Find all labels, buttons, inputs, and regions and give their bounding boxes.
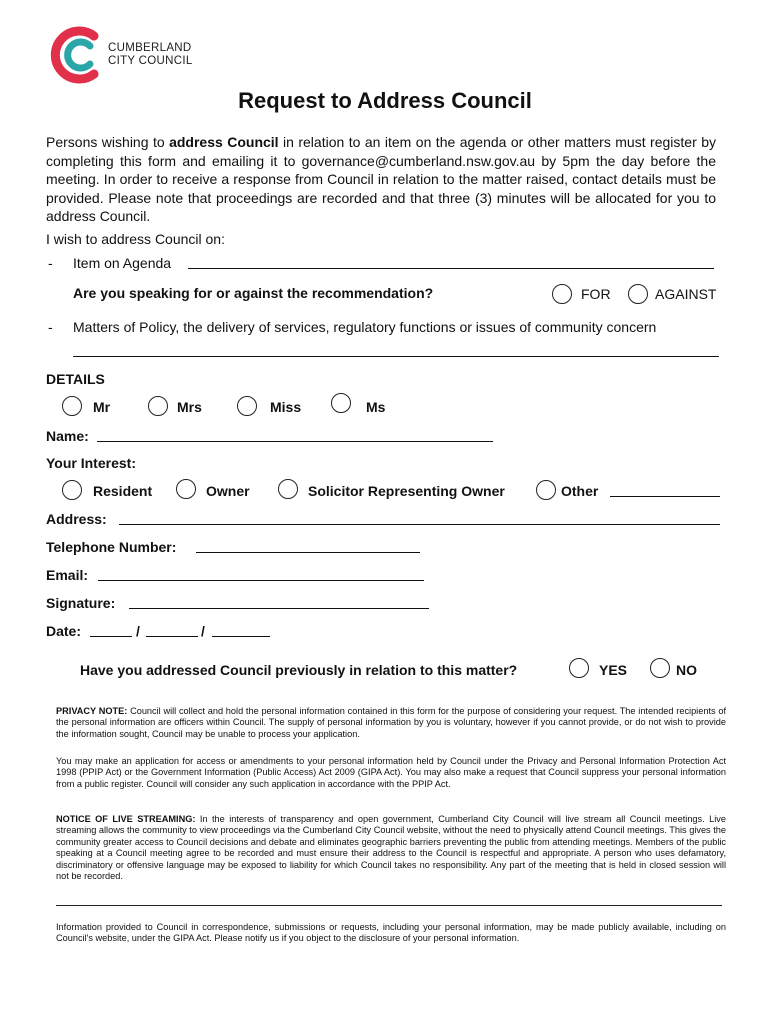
miss-label: Miss xyxy=(270,399,302,415)
ms-label: Ms xyxy=(366,399,386,415)
for-radio[interactable] xyxy=(552,284,572,304)
page-title: Request to Address Council xyxy=(238,88,532,113)
telephone-input[interactable] xyxy=(196,552,420,553)
date-label: Date: xyxy=(46,623,82,639)
resident-radio[interactable] xyxy=(62,480,82,500)
address-label: Address: xyxy=(46,511,107,527)
agenda-dash: - xyxy=(48,255,53,271)
logo-text xyxy=(108,42,193,68)
signature-input[interactable] xyxy=(129,608,429,609)
date-day-input[interactable] xyxy=(90,636,132,637)
logo-mark-icon xyxy=(50,26,104,84)
footer-divider xyxy=(56,905,722,906)
intro-post: in relation to an item on the agenda or other matters must register by completing this form and emailing it to governance@cumberland.nsw.gov.au by 5pm the day before the meeting. In order to receive a response from Council in relation to the matter raised, contact details must be provided. Please note that proceedings are recorded and that three (3) minutes will be allocated for you to address Council. xyxy=(46,134,716,224)
other-input[interactable] xyxy=(610,496,720,497)
intro-pre: Persons wishing to xyxy=(46,134,170,150)
owner-radio[interactable] xyxy=(176,479,196,499)
wish-label: I wish to address Council on: xyxy=(46,231,225,247)
yes-radio[interactable] xyxy=(569,658,589,678)
solicitor-radio[interactable] xyxy=(278,479,298,499)
resident-label: Resident xyxy=(93,483,153,499)
logo-line-2: CITY COUNCIL xyxy=(108,55,193,67)
name-input[interactable] xyxy=(97,441,493,442)
mr-radio[interactable] xyxy=(62,396,82,416)
privacy-para-2: You may make an application for access or amendments to your personal information held by Council under the Privacy and Personal Information Protection Act 1998 (PPIP Act) or the Government Information (Public Access) Act 2009 (GIPA Act). You may also make a request that Council suppress your personal information from a public register. Council will consider any such application in accordance with the PPIP Act. xyxy=(56,756,726,789)
streaming-note xyxy=(56,814,726,882)
policy-input[interactable] xyxy=(73,356,719,357)
ms-radio[interactable] xyxy=(331,393,351,413)
date-separator-2: / xyxy=(201,623,205,639)
logo-line-1: CUMBERLAND xyxy=(108,42,192,54)
privacy-text: Council will collect and hold the personal information contained in this form for the purpose of considering your request. The intended recipients of the personal information are officers within Council. The supply of personal information by you is voluntary, however if you cannot provide, or do not wish to provide the information sought, Council may be unable to process your application. xyxy=(56,706,726,739)
mrs-label: Mrs xyxy=(177,399,202,415)
privacy-heading: PRIVACY NOTE: xyxy=(56,706,128,716)
speaking-question: Are you speaking for or against the recommendation? xyxy=(73,285,434,301)
policy-label: Matters of Policy, the delivery of services, regulatory functions or issues of community concern xyxy=(73,319,657,335)
telephone-label: Telephone Number: xyxy=(46,539,177,555)
name-label: Name: xyxy=(46,428,89,444)
date-separator-1: / xyxy=(136,623,140,639)
other-radio[interactable] xyxy=(536,480,556,500)
council-logo xyxy=(50,26,104,84)
footer-note: Information provided to Council in correspondence, submissions or requests, including your personal information, may be made publicly available, including on Council's website, under the GIPA Act. Please notify us if you object to the disclosure of your personal information. xyxy=(56,922,726,944)
address-input[interactable] xyxy=(119,524,720,525)
yes-label: YES xyxy=(599,662,628,678)
date-year-input[interactable] xyxy=(212,636,270,637)
previous-question: Have you addressed Council previously in relation to this matter? xyxy=(80,662,518,678)
no-radio[interactable] xyxy=(650,658,670,678)
mr-label: Mr xyxy=(93,399,111,415)
for-label: FOR xyxy=(581,286,611,302)
against-radio[interactable] xyxy=(628,284,648,304)
intro-paragraph xyxy=(46,133,716,226)
privacy-note xyxy=(56,706,726,740)
email-input[interactable] xyxy=(98,580,424,581)
streaming-text: In the interests of transparency and open government, Cumberland City Council will live stream all Council meetings. Live streaming allows the community to view proceedings via the Cumberland City Council website, without the need to physically attend Council meetings. This gives the community greater access to Council decisions and debate and eliminates geographic barriers preventing the public from attending meetings. Members of the public speaking at a Council meeting agree to be recorded and must ensure their address to the Council is respectful and appropriate. A person who uses defamatory, discriminatory or offensive language may be exposed to liability for which Council takes no responsibility. Any part of the meeting that is held in closed session will not be recorded. xyxy=(56,814,726,882)
agenda-label: Item on Agenda xyxy=(73,255,172,271)
agenda-input[interactable] xyxy=(188,268,714,269)
streaming-heading: NOTICE OF LIVE STREAMING: xyxy=(56,814,196,824)
policy-dash: - xyxy=(48,319,53,335)
solicitor-label: Solicitor Representing Owner xyxy=(308,483,505,499)
against-label: AGAINST xyxy=(655,286,717,302)
interest-label: Your Interest: xyxy=(46,455,136,471)
other-label: Other xyxy=(561,483,599,499)
email-label: Email: xyxy=(46,567,89,583)
signature-label: Signature: xyxy=(46,595,116,611)
owner-label: Owner xyxy=(206,483,250,499)
mrs-radio[interactable] xyxy=(148,396,168,416)
miss-radio[interactable] xyxy=(237,396,257,416)
no-label: NO xyxy=(676,662,697,678)
date-month-input[interactable] xyxy=(146,636,198,637)
intro-bold: address Council xyxy=(169,134,279,150)
details-heading: DETAILS xyxy=(46,371,105,387)
